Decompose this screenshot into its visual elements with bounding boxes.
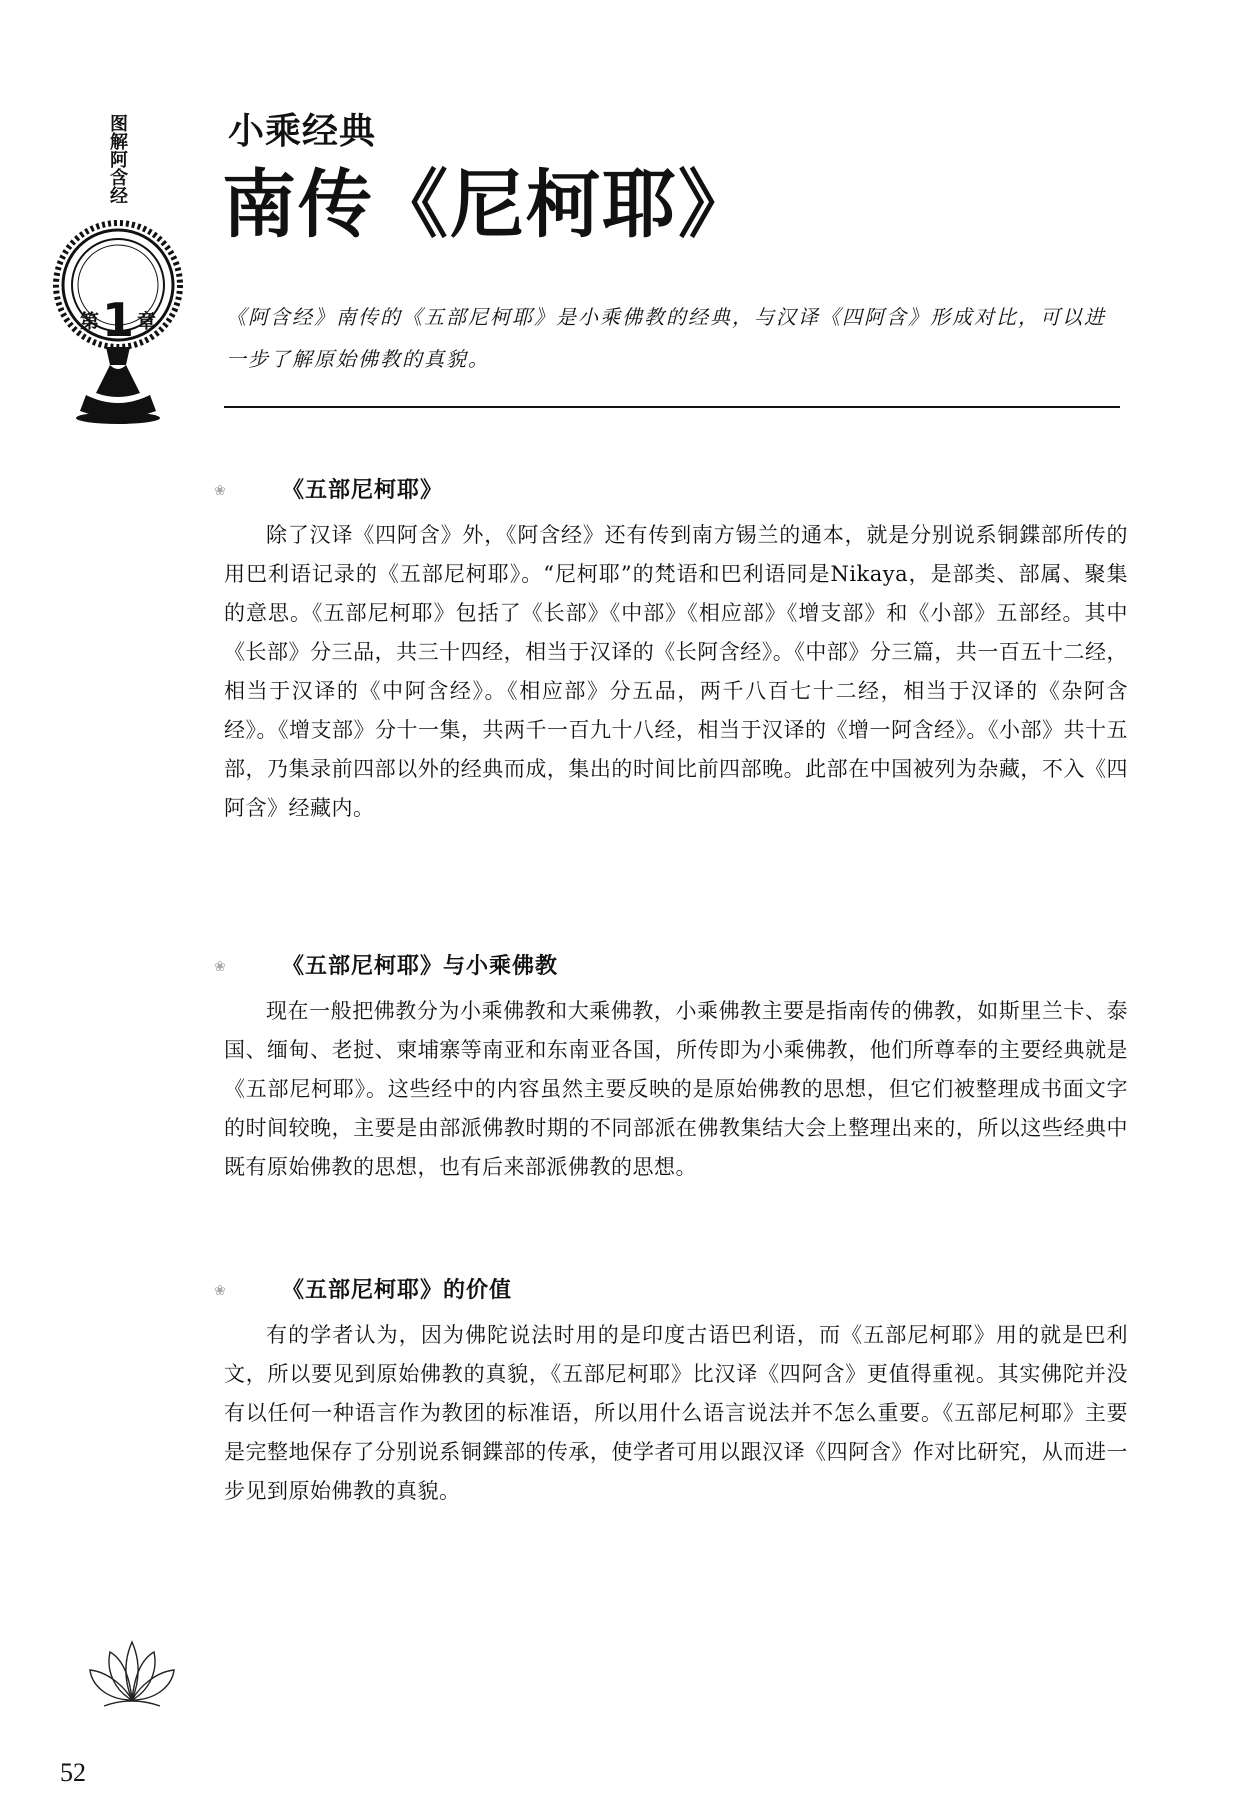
section-nikayas-and-hinayana xyxy=(214,952,1128,1187)
section-bullet-icon: ❀ xyxy=(214,1283,227,1299)
page-number: 52 xyxy=(60,1758,86,1787)
chapter-suffix: 章 xyxy=(137,310,157,333)
page-title: 南传《尼柯耶》 xyxy=(222,162,754,248)
lotus-flower-icon xyxy=(84,1630,180,1712)
page-subtitle: 小乘经典 xyxy=(228,111,377,152)
chapter-label xyxy=(50,293,186,347)
chapter-number: 1 xyxy=(101,293,134,347)
section-body: 现在一般把佛教分为小乘佛教和大乘佛教，小乘佛教主要是指南传的佛教，如斯里兰卡、泰国、缅甸、老挝、柬埔寨等南亚和东南亚各国，所传即为小乘佛教，他们所尊奉的主要经典就是《五部尼柯耶》。这些经中的内容虽然主要反映的是原始佛教的思想，但它们被整理成书面文字的时间较晚，主要是由部派佛教时期的不同部派在佛教集结大会上整理出来的，所以这些经典中既有原始佛教的思想，也有后来部派佛教的思想。 xyxy=(224,999,1128,1179)
section-bullet-icon: ❀ xyxy=(214,959,227,975)
section-body: 有的学者认为，因为佛陀说法时用的是印度古语巴利语，而《五部尼柯耶》用的就是巴利文，所以要见到原始佛教的真貌，《五部尼柯耶》比汉译《四阿含》更值得重视。其实佛陀并没有以任何一种语言作为教团的标准语，所以用什么语言说法并不怎么重要。《五部尼柯耶》主要是完整地保存了分别说系铜鍱部的传承，使学者可用以跟汉译《四阿含》作对比研究，从而进一步见到原始佛教的真貌。 xyxy=(224,1323,1128,1503)
section-heading-text: 《五部尼柯耶》的价值 xyxy=(282,1278,513,1303)
section-heading-text: 《五部尼柯耶》 xyxy=(282,478,444,503)
chapter-prefix: 第 xyxy=(79,310,99,333)
book-title-vertical: 图解阿含经 xyxy=(107,114,128,204)
section-heading xyxy=(214,476,1128,506)
section-heading-text: 《五部尼柯耶》与小乘佛教 xyxy=(282,954,559,979)
section-body: 除了汉译《四阿含》外，《阿含经》还有传到南方锡兰的通本，就是分别说系铜鍱部所传的用巴利语记录的《五部尼柯耶》。“尼柯耶”的梵语和巴利语同是Nikaya，是部类、部属、聚集的意思。《五部尼柯耶》包括了《长部》《中部》《相应部》《增支部》和《小部》五部经。其中《长部》分三品，共三十四经，相当于汉译的《长阿含经》。《中部》分三篇，共一百五十二经，相当于汉译的《中阿含经》。《相应部》分五品，两千八百七十二经，相当于汉译的《杂阿含经》。《增支部》分十一集，共两千一百九十八经，相当于汉译的《增一阿含经》。《小部》共十五部，乃集录前四部以外的经典而成，集出的时间比前四部晚。此部在中国被列为杂藏，不入《四阿含》经藏内。 xyxy=(224,523,1128,820)
divider xyxy=(224,406,1120,408)
section-heading xyxy=(214,1276,1128,1306)
section-five-nikayas xyxy=(214,476,1128,828)
section-bullet-icon: ❀ xyxy=(214,483,227,499)
section-nikayas-value xyxy=(214,1276,1128,1511)
intro-summary: 《阿含经》南传的《五部尼柯耶》是小乘佛教的经典，与汉译《四阿含》形成对比，可以进一步了解原始佛教的真貌。 xyxy=(226,305,1106,371)
section-heading xyxy=(214,952,1128,982)
